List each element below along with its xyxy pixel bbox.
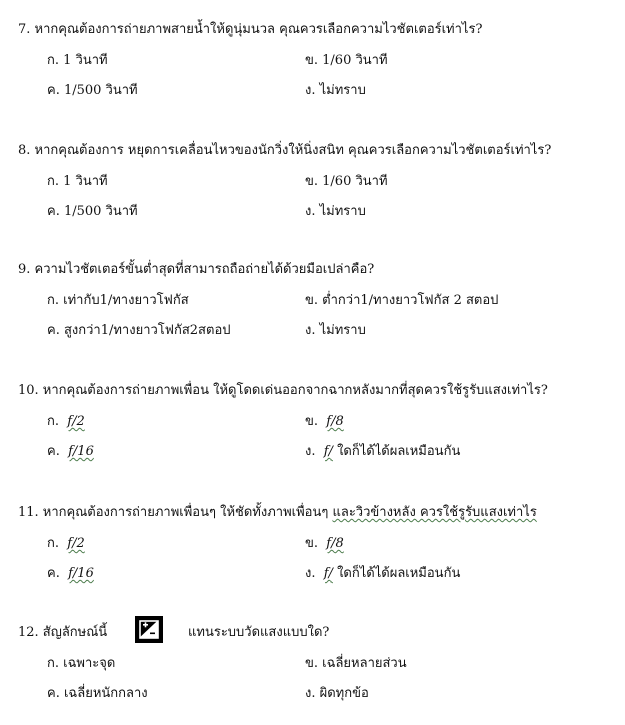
question-11-text-underlined: และวิวข้างหลัง ควรใช้รูรับแสงเท่าไร xyxy=(332,505,537,520)
option-prefix: ค. xyxy=(47,566,60,581)
question-8-option-c: ค. 1/500 วินาที xyxy=(47,204,138,219)
aperture-value: f/8 xyxy=(326,414,344,429)
aperture-value: f/2 xyxy=(67,536,85,551)
question-7-text: 7. หากคุณต้องการถ่ายภาพสายน้ำให้ดูนุ่มนวล คุณควรเลือกความไวชัตเตอร์เท่าไร? xyxy=(18,22,483,37)
question-11-option-a xyxy=(47,536,85,552)
question-7-option-a: ก. 1 วินาที xyxy=(47,53,108,68)
question-11-text xyxy=(18,505,537,521)
question-9 xyxy=(0,262,625,362)
aperture-value: f/8 xyxy=(326,536,344,551)
aperture-value: f/16 xyxy=(68,444,94,459)
option-prefix: ข. xyxy=(305,414,319,429)
option-prefix: ก. xyxy=(47,536,60,551)
question-9-option-c: ค. สูงกว่า1/ทางยาวโฟกัส2สตอป xyxy=(47,323,231,338)
question-12-text-start: 12. สัญลักษณ์นี้ xyxy=(18,625,108,640)
question-7-option-d: ง. ไม่ทราบ xyxy=(305,83,366,98)
question-9-option-a: ก. เท่ากับ1/ทางยาวโฟกัส xyxy=(47,293,189,308)
aperture-value: f/ xyxy=(323,566,333,581)
question-11-option-d xyxy=(305,566,460,582)
option-suffix: ใดก็ได้ได้ผลเหมือนกัน xyxy=(332,444,461,459)
option-prefix: ค. xyxy=(47,444,60,459)
option-prefix: ก. xyxy=(47,414,60,429)
question-12-text-end: แทนระบบวัดแสงแบบใด? xyxy=(188,625,330,640)
question-7-option-c: ค. 1/500 วินาที xyxy=(47,83,138,98)
question-10-option-b xyxy=(305,414,344,430)
question-10 xyxy=(0,383,625,483)
option-prefix: ง. xyxy=(305,444,316,459)
question-8-option-b: ข. 1/60 วินาที xyxy=(305,174,388,189)
question-10-option-d xyxy=(305,444,460,460)
question-8-option-d: ง. ไม่ทราบ xyxy=(305,204,366,219)
question-9-option-d: ง. ไม่ทราบ xyxy=(305,323,366,338)
question-12-option-b: ข. เฉลี่ยหลายส่วน xyxy=(305,656,407,671)
question-12-option-c: ค. เฉลี่ยหนักกลาง xyxy=(47,686,148,701)
question-7-option-b: ข. 1/60 วินาที xyxy=(305,53,388,68)
aperture-value: f/2 xyxy=(67,414,85,429)
question-10-option-a xyxy=(47,414,85,430)
question-10-option-c xyxy=(47,444,94,460)
question-12 xyxy=(0,625,625,725)
question-12-option-a: ก. เฉพาะจุด xyxy=(47,656,116,671)
option-prefix: ข. xyxy=(305,536,319,551)
question-11 xyxy=(0,505,625,605)
question-7 xyxy=(0,22,625,122)
question-8 xyxy=(0,143,625,243)
question-11-text-plain: 11. หากคุณต้องการถ่ายภาพเพื่อนๆ ให้ชัดทั้งภาพเพื่อนๆ xyxy=(18,505,333,520)
question-11-option-b xyxy=(305,536,344,552)
option-suffix: ใดก็ได้ได้ผลเหมือนกัน xyxy=(332,566,461,581)
evaluative-metering-icon xyxy=(135,616,163,643)
question-12-option-d: ง. ผิดทุกข้อ xyxy=(305,686,369,701)
question-9-option-b: ข. ต่ำกว่า1/ทางยาวโฟกัส 2 สตอป xyxy=(305,293,499,308)
question-8-text: 8. หากคุณต้องการ หยุดการเคลื่อนไหวของนักวิ่งให้นิ่งสนิท คุณควรเลือกความไวชัตเตอร์เท่าไร? xyxy=(18,143,552,158)
question-10-text: 10. หากคุณต้องการถ่ายภาพเพื่อน ให้ดูโดดเด่นออกจากฉากหลังมากที่สุดควรใช้รูรับแสงเท่าไร? xyxy=(18,383,548,398)
option-prefix: ง. xyxy=(305,566,316,581)
question-9-text: 9. ความไวชัตเตอร์ขั้นต่ำสุดที่สามารถถือถ่ายได้ด้วยมือเปล่าคือ? xyxy=(18,262,375,277)
aperture-value: f/ xyxy=(323,444,333,459)
question-11-option-c xyxy=(47,566,94,582)
question-8-option-a: ก. 1 วินาที xyxy=(47,174,108,189)
aperture-value: f/16 xyxy=(68,566,94,581)
